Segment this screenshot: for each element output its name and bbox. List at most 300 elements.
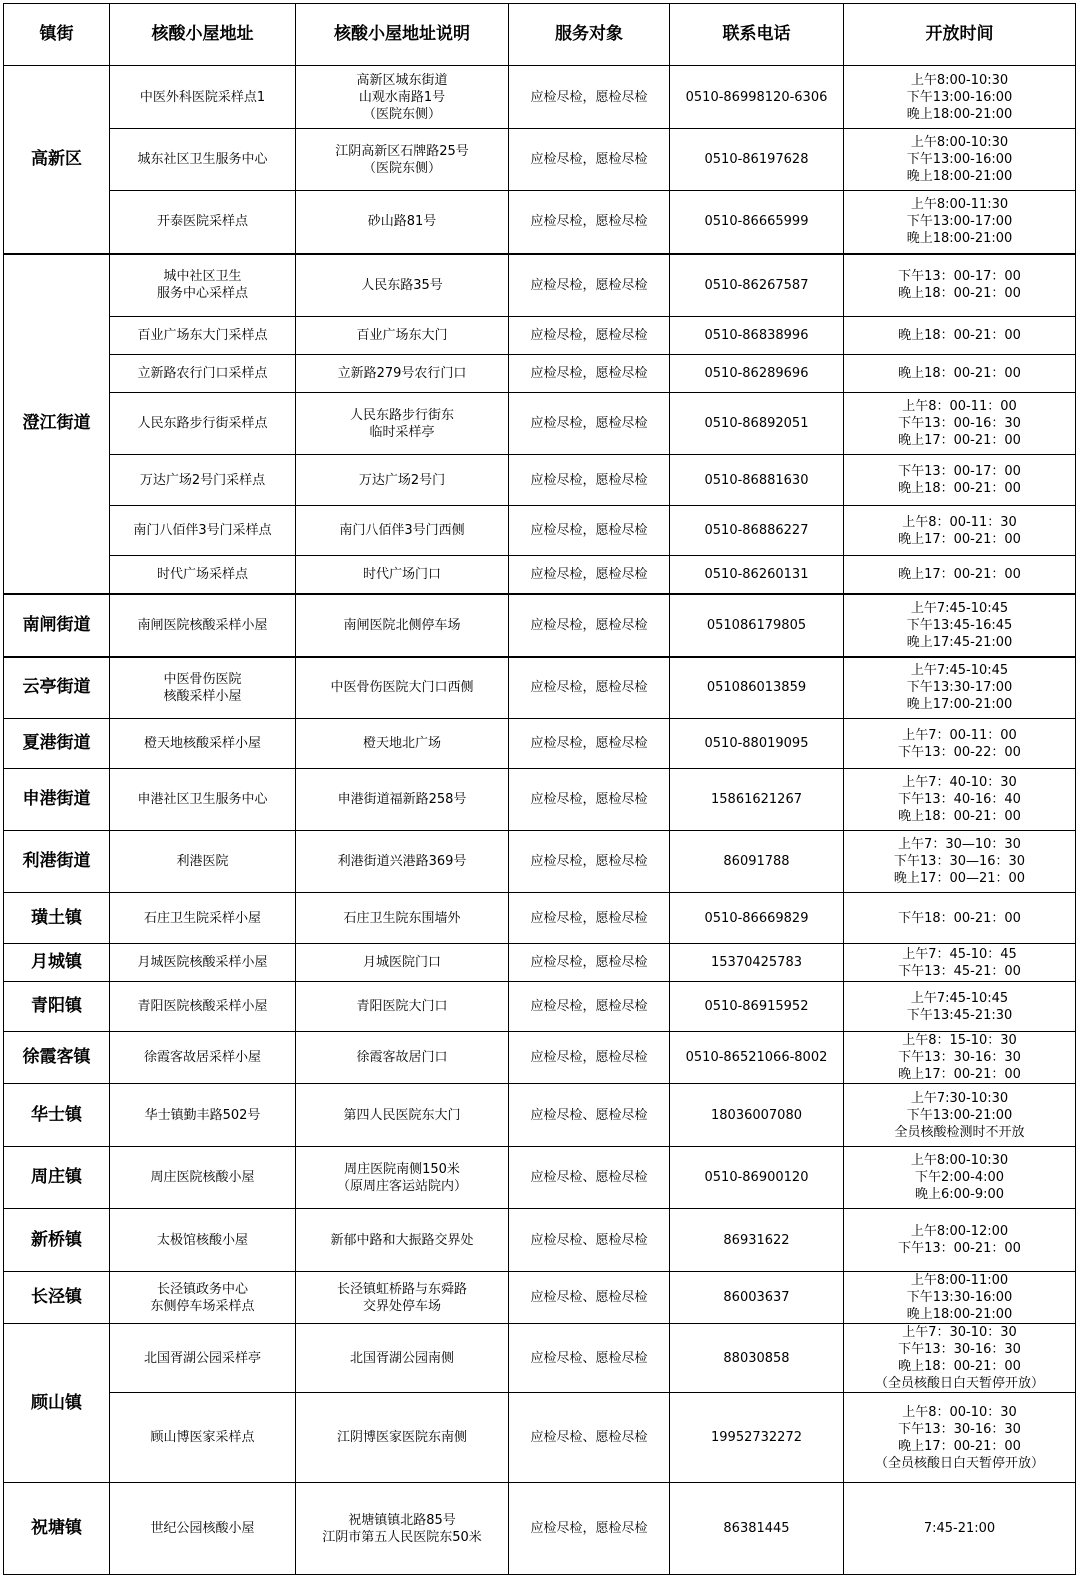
- opening-hours-cell-line: 上午8：00-11：30: [902, 514, 1017, 530]
- booth-address-cell: [110, 254, 296, 317]
- booth-address-cell: [110, 129, 296, 191]
- opening-hours-cell: [844, 1272, 1076, 1324]
- opening-hours-cell-line: （全员核酸日白天暂停开放）: [874, 1455, 1044, 1471]
- service-target-cell: 应检尽检、愿检尽检: [509, 1272, 670, 1324]
- header-service-target: 服务对象: [509, 4, 670, 66]
- opening-hours-cell-line: 上午7:30-10:30: [910, 1090, 1009, 1106]
- address-description-cell: [296, 355, 509, 393]
- header-town: 镇街: [4, 4, 110, 66]
- address-description-cell-line: 南门八佰伴3号门西侧: [339, 523, 465, 538]
- opening-hours-cell-line: 下午13:00-16:00: [906, 152, 1013, 167]
- booth-address-cell: [110, 455, 296, 506]
- booth-address-cell-line: 北国胥湖公园采样亭: [143, 1350, 261, 1366]
- phone-cell: 0510-86915952: [670, 982, 844, 1032]
- opening-hours-cell-line: 下午13：30-16：30: [898, 1050, 1021, 1065]
- opening-hours-cell-line: 晚上18：00-21：00: [898, 481, 1021, 496]
- booth-address-cell-line: 城东社区卫生服务中心: [137, 152, 268, 167]
- opening-hours-cell-line: 晚上6:00-9:00: [914, 1187, 1005, 1202]
- town-cell: 利港街道: [4, 831, 110, 893]
- address-description-cell: [296, 594, 509, 657]
- address-description-cell: [296, 1272, 509, 1324]
- booth-address-cell-line: 申港社区卫生服务中心: [137, 792, 268, 807]
- service-target-cell: 应检尽检，愿检尽检: [509, 594, 670, 657]
- table-row: [4, 1324, 1076, 1393]
- table-row: [4, 129, 1076, 191]
- phone-cell: 86003637: [670, 1272, 844, 1324]
- address-description-cell: [296, 393, 509, 455]
- opening-hours-cell-line: 晚上17：00-21：00: [898, 1438, 1021, 1454]
- booth-address-cell-line: 立新路农行门口采样点: [137, 366, 268, 381]
- service-target-cell: 应检尽检，愿检尽检: [509, 66, 670, 129]
- booth-address-cell: [110, 769, 296, 831]
- service-target-cell: 应检尽检，愿检尽检: [509, 317, 670, 355]
- booth-address-cell: [110, 1393, 296, 1483]
- town-cell: 祝塘镇: [4, 1483, 110, 1575]
- phone-cell: 0510-86669829: [670, 893, 844, 944]
- booth-address-cell-line: 南闸医院核酸采样小屋: [137, 617, 268, 633]
- address-description-cell-line: 山观水南路1号: [358, 89, 446, 105]
- opening-hours-cell-line: 晚上18：00-21：00: [898, 286, 1021, 302]
- booth-address-cell: [110, 556, 296, 594]
- phone-cell: 15861621267: [670, 769, 844, 831]
- opening-hours-cell-line: 下午2:00-4:00: [914, 1170, 1005, 1185]
- phone-cell: 0510-86838996: [670, 317, 844, 355]
- table-row: [4, 1032, 1076, 1084]
- phone-cell: 051086013859: [670, 657, 844, 719]
- opening-hours-cell-line: 上午8:00-11:30: [910, 197, 1009, 213]
- service-target-cell: 应检尽检，愿检尽检: [509, 719, 670, 769]
- opening-hours-cell-line: 下午13：30—16：30: [893, 854, 1026, 869]
- booth-address-cell-line: 利港医院: [176, 854, 229, 869]
- table-row: [4, 506, 1076, 556]
- opening-hours-cell: [844, 1032, 1076, 1084]
- testing-booth-table: [3, 3, 1076, 1575]
- opening-hours-cell-line: 上午7：00-11：00: [902, 727, 1017, 743]
- phone-cell: 0510-86521066-8002: [670, 1032, 844, 1084]
- address-description-cell: [296, 66, 509, 129]
- address-description-cell: [296, 1084, 509, 1147]
- address-description-cell: [296, 1032, 509, 1084]
- address-description-cell-line: 中医骨伤医院大门口西侧: [330, 680, 474, 696]
- booth-address-cell: [110, 1483, 296, 1575]
- opening-hours-cell: [844, 1147, 1076, 1209]
- booth-address-cell-line: 长泾镇政务中心: [156, 1281, 248, 1297]
- opening-hours-cell-line: 晚上18：00-21：00: [898, 1359, 1021, 1374]
- opening-hours-cell-line: 下午13：30-16：30: [898, 1421, 1021, 1437]
- town-cell: 长泾镇: [4, 1272, 110, 1324]
- booth-address-cell-line: 开泰医院采样点: [156, 214, 248, 230]
- opening-hours-cell: [844, 393, 1076, 455]
- town-cell: 徐霞客镇: [4, 1032, 110, 1084]
- table-row: [4, 1272, 1076, 1324]
- booth-address-cell: [110, 594, 296, 657]
- opening-hours-cell-line: 下午13:45-21:30: [906, 1007, 1013, 1023]
- booth-address-cell: [110, 719, 296, 769]
- town-cell: 申港街道: [4, 769, 110, 831]
- opening-hours-cell: [844, 769, 1076, 831]
- opening-hours-cell: [844, 719, 1076, 769]
- opening-hours-cell-line: 上午7：30—10：30: [898, 837, 1021, 852]
- service-target-cell: 应检尽检，愿检尽检: [509, 455, 670, 506]
- table-row: [4, 1084, 1076, 1147]
- table-row: [4, 594, 1076, 657]
- table-body: [4, 66, 1076, 1575]
- town-cell: 顾山镇: [4, 1324, 110, 1483]
- opening-hours-cell: [844, 594, 1076, 657]
- address-description-cell-line: 新郁中路和大振路交界处: [330, 1232, 474, 1248]
- service-target-cell: 应检尽检、愿检尽检: [509, 1324, 670, 1393]
- booth-address-cell-line: 中医骨伤医院: [163, 671, 242, 687]
- address-description-cell-line: 高新区城东街道: [356, 72, 448, 88]
- phone-cell: 86931622: [670, 1209, 844, 1272]
- address-description-cell: [296, 129, 509, 191]
- opening-hours-cell-line: 晚上17：00-21：00: [898, 531, 1021, 547]
- booth-address-cell-line: 华士镇勤丰路502号: [144, 1107, 261, 1123]
- booth-address-cell-line: 东侧停车场采样点: [150, 1298, 255, 1314]
- opening-hours-cell: [844, 893, 1076, 944]
- booth-address-cell-line: 城中社区卫生: [163, 269, 242, 285]
- booth-address-cell-line: 人民东路步行街采样点: [137, 416, 268, 431]
- service-target-cell: 应检尽检，愿检尽检: [509, 506, 670, 556]
- phone-cell: 88030858: [670, 1324, 844, 1393]
- phone-cell: 0510-86197628: [670, 129, 844, 191]
- table-row: [4, 254, 1076, 317]
- address-description-cell-line: 万达广场2号门: [358, 472, 446, 488]
- booth-address-cell: [110, 1147, 296, 1209]
- town-cell: 云亭街道: [4, 657, 110, 719]
- service-target-cell: 应检尽检，愿检尽检: [509, 831, 670, 893]
- opening-hours-cell-line: 晚上17:45-21:00: [906, 634, 1013, 650]
- phone-cell: 86091788: [670, 831, 844, 893]
- booth-address-cell: [110, 393, 296, 455]
- opening-hours-cell-line: 下午13：00-16：30: [898, 416, 1021, 431]
- opening-hours-cell-line: （全员核酸日白天暂停开放）: [874, 1376, 1044, 1391]
- phone-cell: 15370425783: [670, 944, 844, 982]
- opening-hours-cell: [844, 355, 1076, 393]
- phone-cell: 0510-86998120-6306: [670, 66, 844, 129]
- address-description-cell: [296, 455, 509, 506]
- booth-address-cell-line: 太极馆核酸小屋: [156, 1232, 248, 1248]
- service-target-cell: 应检尽检，愿检尽检: [509, 769, 670, 831]
- booth-address-cell-line: 世纪公园核酸小屋: [150, 1521, 255, 1536]
- opening-hours-cell-line: 上午7：30-10：30: [902, 1325, 1017, 1340]
- town-cell: 新桥镇: [4, 1209, 110, 1272]
- opening-hours-cell: [844, 455, 1076, 506]
- address-description-cell-line: 月城医院门口: [362, 955, 441, 970]
- table-row: [4, 355, 1076, 393]
- opening-hours-cell: [844, 66, 1076, 129]
- opening-hours-cell-line: 上午7：40-10：30: [902, 775, 1017, 790]
- opening-hours-cell-line: 晚上17：00-21：00: [898, 1067, 1021, 1082]
- town-cell: 华士镇: [4, 1084, 110, 1147]
- address-description-cell-line: 长泾镇虹桥路与东舜路: [336, 1281, 467, 1297]
- opening-hours-cell-line: 下午13：40-16：40: [898, 792, 1021, 807]
- table-row: [4, 191, 1076, 254]
- opening-hours-cell: [844, 1324, 1076, 1393]
- opening-hours-cell-line: 下午13:45-16:45: [906, 617, 1013, 633]
- booth-address-cell-line: 核酸采样小屋: [163, 688, 242, 704]
- header-address-description: 核酸小屋地址说明: [296, 4, 509, 66]
- opening-hours-cell-line: 晚上18：00-21：00: [898, 809, 1021, 824]
- opening-hours-cell-line: 下午13:00-17:00: [906, 214, 1013, 230]
- booth-address-cell-line: 时代广场采样点: [156, 566, 248, 582]
- opening-hours-cell: [844, 657, 1076, 719]
- address-description-cell: [296, 1209, 509, 1272]
- booth-address-cell: [110, 831, 296, 893]
- booth-address-cell: [110, 1084, 296, 1147]
- booth-address-cell-line: 顾山博医家采样点: [150, 1430, 255, 1445]
- address-description-cell-line: 北国胥湖公园南侧: [349, 1350, 454, 1366]
- booth-address-cell-line: 南门八佰伴3号门采样点: [133, 523, 272, 538]
- opening-hours-cell-line: 下午13：00-17：00: [898, 269, 1021, 285]
- opening-hours-cell-line: 晚上17：00-21：00: [898, 433, 1021, 448]
- service-target-cell: 应检尽检，愿检尽检: [509, 129, 670, 191]
- booth-address-cell-line: 中医外科医院采样点1: [139, 89, 266, 105]
- opening-hours-cell-line: 晚上18:00-21:00: [906, 106, 1013, 122]
- opening-hours-cell-line: 下午13:00-21:00: [906, 1107, 1013, 1123]
- service-target-cell: 应检尽检，愿检尽检: [509, 944, 670, 982]
- booth-address-cell-line: 百业广场东大门采样点: [137, 328, 268, 343]
- address-description-cell: [296, 893, 509, 944]
- table-row: [4, 944, 1076, 982]
- table-row: [4, 66, 1076, 129]
- booth-address-cell-line: 月城医院核酸采样小屋: [137, 955, 268, 970]
- opening-hours-cell: [844, 129, 1076, 191]
- town-cell: 青阳镇: [4, 982, 110, 1032]
- opening-hours-cell: [844, 254, 1076, 317]
- phone-cell: 0510-86881630: [670, 455, 844, 506]
- address-description-cell: [296, 506, 509, 556]
- booth-address-cell: [110, 944, 296, 982]
- booth-address-cell-line: 青阳医院核酸采样小屋: [137, 999, 268, 1014]
- phone-cell: 0510-86267587: [670, 254, 844, 317]
- address-description-cell-line: 徐霞客故居门口: [356, 1050, 448, 1065]
- address-description-cell-line: 立新路279号农行门口: [337, 366, 467, 381]
- phone-cell: 0510-86886227: [670, 506, 844, 556]
- opening-hours-cell-line: 下午13:30-16:00: [906, 1290, 1013, 1305]
- phone-cell: 0510-86260131: [670, 556, 844, 594]
- address-description-cell-line: 青阳医院大门口: [356, 999, 448, 1014]
- opening-hours-cell-line: 上午7:45-10:45: [910, 990, 1009, 1006]
- town-cell: 高新区: [4, 66, 110, 254]
- town-cell: 璜土镇: [4, 893, 110, 944]
- table-row: [4, 982, 1076, 1032]
- phone-cell: 86381445: [670, 1483, 844, 1575]
- opening-hours-cell-line: 上午8：15-10：30: [902, 1033, 1017, 1048]
- opening-hours-cell: [844, 831, 1076, 893]
- address-description-cell-line: 交界处停车场: [362, 1298, 441, 1314]
- address-description-cell-line: 申港街道福新路258号: [337, 792, 467, 807]
- phone-cell: 0510-88019095: [670, 719, 844, 769]
- table-row: [4, 1483, 1076, 1575]
- opening-hours-cell-line: 7:45-21:00: [923, 1521, 996, 1536]
- address-description-cell: [296, 769, 509, 831]
- address-description-cell: [296, 317, 509, 355]
- address-description-cell: [296, 1483, 509, 1575]
- service-target-cell: 应检尽检、愿检尽检: [509, 1209, 670, 1272]
- booth-address-cell-line: 徐霞客故居采样小屋: [143, 1050, 261, 1065]
- opening-hours-cell: [844, 944, 1076, 982]
- booth-address-cell: [110, 982, 296, 1032]
- service-target-cell: 应检尽检，愿检尽检: [509, 893, 670, 944]
- address-description-cell-line: 第四人民医院东大门: [343, 1107, 461, 1123]
- opening-hours-cell-line: 上午8:00-10:30: [910, 72, 1009, 88]
- address-description-cell: [296, 982, 509, 1032]
- opening-hours-cell: [844, 1483, 1076, 1575]
- service-target-cell: 应检尽检，愿检尽检: [509, 355, 670, 393]
- opening-hours-cell: [844, 556, 1076, 594]
- opening-hours-cell-line: 晚上18:00-21:00: [906, 169, 1013, 184]
- service-target-cell: 应检尽检，愿检尽检: [509, 254, 670, 317]
- booth-address-cell: [110, 355, 296, 393]
- opening-hours-cell: [844, 317, 1076, 355]
- opening-hours-cell-line: 上午8:00-12:00: [910, 1224, 1009, 1239]
- table-row: [4, 893, 1076, 944]
- town-cell: 月城镇: [4, 944, 110, 982]
- address-description-cell-line: 时代广场门口: [362, 566, 441, 582]
- town-cell: 澄江街道: [4, 254, 110, 594]
- booth-address-cell: [110, 1272, 296, 1324]
- address-description-cell-line: 百业广场东大门: [356, 328, 448, 343]
- opening-hours-cell-line: 上午7：45-10：45: [902, 946, 1017, 962]
- table-row: [4, 317, 1076, 355]
- opening-hours-cell-line: 上午8:00-11:00: [910, 1273, 1009, 1288]
- opening-hours-cell-line: 上午8：00-11：00: [902, 399, 1017, 414]
- opening-hours-cell: [844, 191, 1076, 254]
- opening-hours-cell-line: 全员核酸检测时不开放: [894, 1124, 1025, 1140]
- town-cell: 夏港街道: [4, 719, 110, 769]
- opening-hours-cell-line: 上午8:00-10:30: [910, 1153, 1009, 1168]
- service-target-cell: 应检尽检、愿检尽检: [509, 1393, 670, 1483]
- opening-hours-cell-line: 上午8:00-10:30: [910, 135, 1009, 150]
- table-row: [4, 719, 1076, 769]
- opening-hours-cell-line: 下午13：30-16：30: [898, 1342, 1021, 1357]
- table-row: [4, 1209, 1076, 1272]
- opening-hours-cell-line: 晚上17:00-21:00: [906, 697, 1013, 713]
- booth-address-cell: [110, 66, 296, 129]
- opening-hours-cell-line: 下午13：00-22：00: [898, 744, 1021, 760]
- booth-address-cell: [110, 893, 296, 944]
- address-description-cell: [296, 254, 509, 317]
- address-description-cell-line: 祝塘镇镇北路85号: [348, 1512, 456, 1528]
- opening-hours-cell-line: 下午13:30-17:00: [906, 680, 1013, 696]
- header-opening-hours: 开放时间: [844, 4, 1076, 66]
- table-row: [4, 831, 1076, 893]
- service-target-cell: 应检尽检，愿检尽检: [509, 556, 670, 594]
- address-description-cell-line: 江阴市第五人民医院东50米: [322, 1529, 482, 1545]
- opening-hours-cell-line: 晚上18:00-21:00: [906, 1307, 1013, 1322]
- opening-hours-cell: [844, 1393, 1076, 1483]
- phone-cell: 051086179805: [670, 594, 844, 657]
- address-description-cell: [296, 1393, 509, 1483]
- address-description-cell-line: 石庄卫生院东围墙外: [343, 910, 461, 926]
- address-description-cell: [296, 657, 509, 719]
- address-description-cell-line: 人民东路35号: [361, 277, 443, 293]
- opening-hours-cell-line: 上午8：00-10：30: [902, 1404, 1017, 1420]
- service-target-cell: 应检尽检，愿检尽检: [509, 657, 670, 719]
- address-description-cell-line: 人民东路步行街东: [349, 407, 454, 423]
- address-description-cell-line: 江阴高新区石牌路25号: [335, 143, 469, 159]
- opening-hours-cell-line: 下午13：00-17：00: [898, 464, 1021, 479]
- service-target-cell: 应检尽检，愿检尽检: [509, 1483, 670, 1575]
- booth-address-cell: [110, 657, 296, 719]
- town-cell: 周庄镇: [4, 1147, 110, 1209]
- opening-hours-cell-line: 下午13:00-16:00: [906, 89, 1013, 105]
- opening-hours-cell-line: 上午7:45-10:45: [910, 663, 1009, 679]
- address-description-cell-line: 利港街道兴港路369号: [337, 854, 467, 869]
- address-description-cell-line: 临时采样亭: [369, 424, 435, 440]
- table-row: [4, 1393, 1076, 1483]
- table-row: [4, 393, 1076, 455]
- service-target-cell: 应检尽检，愿检尽检: [509, 1032, 670, 1084]
- opening-hours-cell-line: 晚上17：00—21：00: [893, 871, 1026, 886]
- booth-address-cell-line: 服务中心采样点: [156, 286, 248, 302]
- service-target-cell: 应检尽检，愿检尽检: [509, 393, 670, 455]
- phone-cell: 0510-86289696: [670, 355, 844, 393]
- address-description-cell-line: 砂山路81号: [367, 214, 437, 230]
- address-description-cell-line: 南闸医院北侧停车场: [343, 617, 461, 633]
- address-description-cell: [296, 831, 509, 893]
- opening-hours-cell-line: 下午18：00-21：00: [898, 910, 1021, 926]
- booth-address-cell: [110, 1324, 296, 1393]
- booth-address-cell-line: 石庄卫生院采样小屋: [143, 910, 261, 926]
- opening-hours-cell: [844, 1084, 1076, 1147]
- booth-address-cell-line: 万达广场2号门采样点: [139, 472, 266, 488]
- header-booth-address: 核酸小屋地址: [110, 4, 296, 66]
- booth-address-cell: [110, 317, 296, 355]
- phone-cell: 18036007080: [670, 1084, 844, 1147]
- phone-cell: 0510-86892051: [670, 393, 844, 455]
- address-description-cell-line: （医院东侧）: [362, 106, 441, 122]
- town-cell: 南闸街道: [4, 594, 110, 657]
- header-row: [4, 4, 1076, 66]
- table-row: [4, 556, 1076, 594]
- opening-hours-cell-line: 晚上18：00-21：00: [898, 328, 1021, 343]
- address-description-cell-line: （原周庄客运站院内）: [336, 1178, 467, 1194]
- address-description-cell: [296, 556, 509, 594]
- phone-cell: 0510-86900120: [670, 1147, 844, 1209]
- address-description-cell: [296, 944, 509, 982]
- opening-hours-cell-line: 晚上18:00-21:00: [906, 231, 1013, 247]
- address-description-cell-line: 周庄医院南侧150米: [344, 1161, 460, 1177]
- booth-address-cell: [110, 191, 296, 254]
- opening-hours-cell: [844, 1209, 1076, 1272]
- address-description-cell-line: （医院东侧）: [362, 160, 441, 176]
- table-container: [3, 3, 1076, 1575]
- booth-address-cell: [110, 1209, 296, 1272]
- opening-hours-cell-line: 下午13：45-21：00: [898, 963, 1021, 979]
- opening-hours-cell: [844, 506, 1076, 556]
- service-target-cell: 应检尽检、愿检尽检: [509, 1084, 670, 1147]
- phone-cell: 19952732272: [670, 1393, 844, 1483]
- address-description-cell: [296, 719, 509, 769]
- address-description-cell-line: 江阴博医家医院东南侧: [336, 1430, 467, 1445]
- address-description-cell: [296, 1324, 509, 1393]
- opening-hours-cell: [844, 982, 1076, 1032]
- service-target-cell: 应检尽检，愿检尽检: [509, 982, 670, 1032]
- address-description-cell: [296, 1147, 509, 1209]
- table-row: [4, 769, 1076, 831]
- booth-address-cell-line: 周庄医院核酸小屋: [150, 1170, 255, 1185]
- opening-hours-cell-line: 晚上18：00-21：00: [898, 366, 1021, 381]
- service-target-cell: 应检尽检，愿检尽检: [509, 191, 670, 254]
- opening-hours-cell-line: 上午7:45-10:45: [910, 600, 1009, 616]
- service-target-cell: 应检尽检、愿检尽检: [509, 1147, 670, 1209]
- address-description-cell: [296, 191, 509, 254]
- table-row: [4, 1147, 1076, 1209]
- booth-address-cell: [110, 506, 296, 556]
- booth-address-cell: [110, 1032, 296, 1084]
